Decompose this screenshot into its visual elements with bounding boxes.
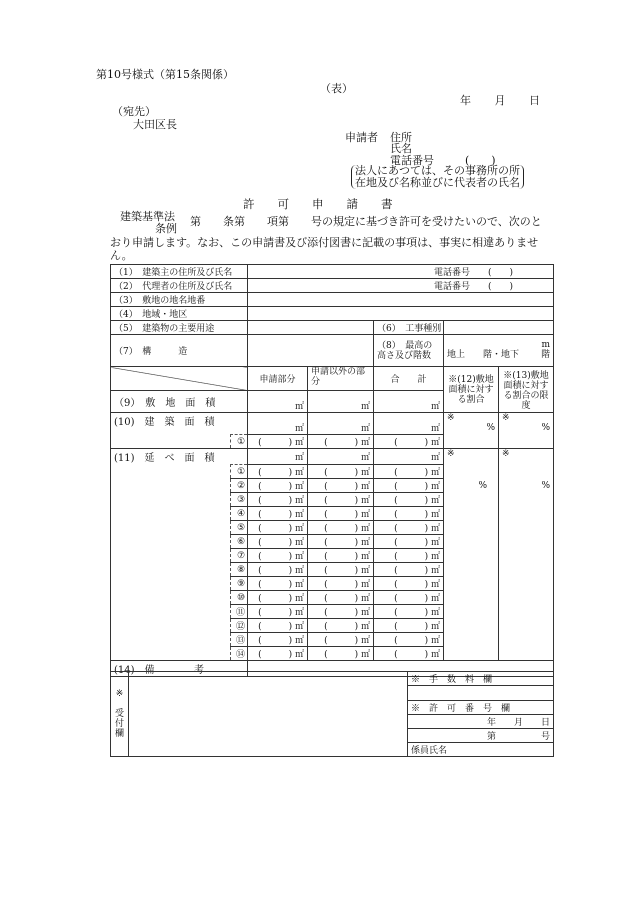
floor-area-sub-number: ⑥ [231, 535, 248, 549]
floor-area-sub-number: ② [231, 479, 248, 493]
floor-area-sub-applied[interactable]: ( ) ㎡ [248, 493, 308, 507]
floor-area-sub-total[interactable]: ( ) ㎡ [374, 535, 444, 549]
floor-area-sub-applied[interactable]: ( ) ㎡ [248, 647, 308, 661]
form-number: 第10号様式（第15条関係） [96, 68, 234, 81]
floor-area-sub-number: ⑤ [231, 521, 248, 535]
sub-blank-cell [111, 605, 231, 619]
sub-blank-cell [111, 465, 231, 479]
address-label: 住所 [390, 131, 412, 144]
body-line2: おり申請します。なお、この申請書及び添付図書に記載の事項は、事実に相違ありませ [110, 236, 539, 249]
permit-date[interactable]: 年 月 日 [408, 715, 554, 729]
permit-number-label: ※ 許 可 番 号 欄 [408, 701, 554, 715]
site-area-label: （9） 敷 地 面 積 [111, 391, 248, 413]
receipt-table [110, 671, 554, 757]
phone-parens: ( ) [465, 154, 496, 167]
floor-area-sub-applied[interactable]: ( ) ㎡ [248, 507, 308, 521]
floor-area-sub-total[interactable]: ( ) ㎡ [374, 633, 444, 647]
floor-area-sub-other[interactable]: ( ) ㎡ [308, 479, 374, 493]
sub-blank-cell [111, 507, 231, 521]
cell-text: % [478, 481, 488, 491]
zone-field[interactable] [248, 307, 554, 321]
sub-blank-cell [111, 521, 231, 535]
floor-area-sub-other[interactable]: ( ) ㎡ [308, 619, 374, 633]
agent-phone: 電話番号 ( ) [434, 282, 514, 292]
cell-text: ㎡ [295, 424, 305, 434]
day-label: 日 [529, 94, 540, 107]
floor-area-sub-other[interactable]: ( ) ㎡ [308, 563, 374, 577]
floor-area-sub-other[interactable]: ( ) ㎡ [308, 591, 374, 605]
floor-area-sub-number: ⑭ [231, 647, 248, 661]
site-area-other[interactable] [308, 391, 374, 413]
floor-area-sub-applied[interactable]: ( ) ㎡ [248, 521, 308, 535]
floor-area-ratio[interactable] [444, 449, 499, 661]
addressee: 大田区長 [133, 118, 177, 131]
height-floors-field[interactable] [444, 335, 554, 367]
floor-area-other[interactable] [308, 449, 374, 465]
building-area-applied[interactable] [248, 413, 308, 435]
floor-area-sub-other[interactable]: ( ) ㎡ [308, 465, 374, 479]
applicant-label: 申請者 [345, 131, 378, 144]
floor-area-sub-other[interactable]: ( ) ㎡ [308, 521, 374, 535]
floor-area-sub-applied[interactable]: ( ) ㎡ [248, 479, 308, 493]
sub-blank-cell [111, 563, 231, 577]
floors-unit: 階 [541, 350, 551, 360]
floor-area-sub-applied[interactable]: ( ) ㎡ [248, 535, 308, 549]
use-label: （5） 建築物の主要用途 [111, 321, 248, 335]
permit-number[interactable]: 第 号 [408, 729, 554, 743]
cell-text: (14) 備 [114, 665, 155, 676]
cell-text: ※ [502, 413, 510, 423]
floor-area-sub-applied[interactable]: ( ) ㎡ [248, 465, 308, 479]
col-total: 合 計 [374, 367, 444, 391]
cell-text: ※ [115, 689, 124, 699]
floor-area-sub-number: ⑦ [231, 549, 248, 563]
floor-area-label: (11) 延 べ 面 積 [111, 449, 248, 465]
floor-area-sub-total[interactable]: ( ) ㎡ [374, 521, 444, 535]
building-coverage-ratio[interactable] [444, 413, 499, 449]
sub-blank-cell [111, 619, 231, 633]
body-line1: 第 条第 項第 号の規定に基づき許可を受けたいので、次のと [190, 215, 542, 228]
floor-area-sub-applied[interactable]: ( ) ㎡ [248, 549, 308, 563]
work-type-label: （6） 工事種別 [374, 321, 444, 335]
floor-area-sub-other[interactable]: ( ) ㎡ [308, 633, 374, 647]
cell-text: ※ [447, 449, 455, 459]
sub-blank-cell [111, 535, 231, 549]
building-area-label: (10) 建 築 面 積 [111, 413, 248, 435]
cell-text: ㎡ [361, 402, 371, 412]
side-label: （表） [320, 82, 353, 95]
cell-text: ※ [502, 449, 510, 459]
floor-area-sub-applied[interactable]: ( ) ㎡ [248, 563, 308, 577]
building-area-total[interactable] [374, 413, 444, 435]
owner-label: （1） 建築主の住所及び氏名 [111, 265, 248, 279]
cell-text: ※ [447, 413, 455, 423]
floor-area-sub-total[interactable]: ( ) ㎡ [374, 493, 444, 507]
floor-area-sub-other[interactable]: ( ) ㎡ [308, 605, 374, 619]
floor-area-sub-total[interactable]: ( ) ㎡ [374, 507, 444, 521]
site-area-applied[interactable] [248, 391, 308, 413]
floor-area-sub-applied[interactable]: ( ) ㎡ [248, 591, 308, 605]
building-area-sub-other[interactable]: ( ) ㎡ [308, 435, 374, 449]
floor-area-sub-other[interactable]: ( ) ㎡ [308, 577, 374, 591]
cell-text: ㎡ [431, 424, 441, 434]
building-coverage-limit[interactable] [499, 413, 554, 449]
sub-blank-cell [111, 577, 231, 591]
floor-area-sub-total[interactable]: ( ) ㎡ [374, 647, 444, 661]
site-address-field[interactable] [248, 293, 554, 307]
fee-label: ※ 手 数 料 欄 [408, 672, 554, 686]
cell-text: ㎡ [431, 402, 441, 412]
floors-text: 地上 階・地下 [447, 350, 520, 360]
owner-field[interactable] [248, 265, 554, 279]
sub-blank-cell [111, 549, 231, 563]
cell-text: ㎡ [295, 453, 305, 463]
floor-area-limit[interactable] [499, 449, 554, 661]
floor-area-sub-total[interactable]: ( ) ㎡ [374, 479, 444, 493]
work-type-field[interactable] [444, 321, 554, 335]
col-other: 申請以外の部分 [308, 367, 374, 391]
name-label: 氏名 [390, 142, 412, 155]
floor-area-sub-applied[interactable]: ( ) ㎡ [248, 577, 308, 591]
cell-text: 受付欄 [115, 709, 125, 739]
floor-area-sub-number: ⑫ [231, 619, 248, 633]
structure-label: （7） 構 造 [111, 335, 248, 367]
addressee-label: （宛先） [112, 105, 156, 118]
cell-text: ㎡ [431, 453, 441, 463]
cell-text: ㎡ [361, 453, 371, 463]
diagonal-header-cell [111, 367, 248, 391]
floor-area-sub-applied[interactable]: ( ) ㎡ [248, 605, 308, 619]
floor-area-sub-total[interactable]: ( ) ㎡ [374, 465, 444, 479]
sub-blank-cell [111, 633, 231, 647]
agent-label: （2） 代理者の住所及び氏名 [111, 279, 248, 293]
site-address-label: （3） 敷地の地名地番 [111, 293, 248, 307]
sub-blank-cell [111, 493, 231, 507]
year-label: 年 [460, 94, 471, 107]
application-table [110, 264, 554, 677]
col-coverage-ratio: ※(12)敷地面積に対する割合 [444, 367, 499, 413]
zone-label: （4） 地域・地区 [111, 307, 248, 321]
law-label: 建築基準法 [120, 210, 175, 223]
cell-text: ㎡ [295, 402, 305, 412]
floor-area-sub-total[interactable]: ( ) ㎡ [374, 605, 444, 619]
floor-area-total[interactable] [374, 449, 444, 465]
floor-area-sub-applied[interactable]: ( ) ㎡ [248, 619, 308, 633]
building-area-sub-applied[interactable]: ( ) ㎡ [248, 435, 308, 449]
ordinance-label: 条例 [155, 222, 177, 235]
floor-area-sub-total[interactable]: ( ) ㎡ [374, 563, 444, 577]
building-area-other[interactable] [308, 413, 374, 435]
clerk-name-label: 係員氏名 [408, 743, 554, 757]
floor-area-sub-total[interactable]: ( ) ㎡ [374, 549, 444, 563]
date-line [460, 92, 540, 108]
floor-area-sub-number: ④ [231, 507, 248, 521]
floor-area-sub-number: ① [231, 465, 248, 479]
cell-text: ㎡ [361, 424, 371, 434]
col-applied: 申請部分 [248, 367, 308, 391]
use-field[interactable] [248, 321, 374, 335]
floor-area-sub-number: ③ [231, 493, 248, 507]
body-line3: ん。 [110, 249, 133, 262]
floor-area-sub-applied[interactable]: ( ) ㎡ [248, 633, 308, 647]
agent-field[interactable] [248, 279, 554, 293]
structure-field[interactable] [248, 335, 374, 367]
corporation-note-line1: 法人にあつては、その事務所の所 [355, 164, 520, 177]
receipt-area[interactable] [129, 672, 408, 757]
sub-blank-cell [111, 479, 231, 493]
corporation-note [351, 165, 524, 189]
floor-area-sub-total[interactable]: ( ) ㎡ [374, 619, 444, 633]
floor-area-applied[interactable] [248, 449, 308, 465]
floor-area-sub-other[interactable]: ( ) ㎡ [308, 493, 374, 507]
col-coverage-limit: ※(13)敷地面積に対する割合の限度 [499, 367, 554, 413]
cell-text: 考 [194, 665, 205, 676]
document-title: 許 可 申 請 書 [243, 197, 393, 211]
floor-area-sub-other[interactable]: ( ) ㎡ [308, 507, 374, 521]
floor-area-sub-other[interactable]: ( ) ㎡ [308, 647, 374, 661]
month-label: 月 [494, 94, 506, 107]
phone-label: 電話番号 [390, 154, 434, 167]
corporation-note-line2: 在地及び名称並びに代表者の氏名 [355, 176, 520, 189]
owner-phone: 電話番号 ( ) [434, 268, 514, 278]
floor-area-sub-total[interactable]: ( ) ㎡ [374, 577, 444, 591]
fee-field[interactable] [408, 686, 554, 701]
cell-text: % [486, 423, 496, 433]
cell-text: % [541, 423, 551, 433]
floor-area-sub-number: ⑬ [231, 633, 248, 647]
floor-area-sub-other[interactable]: ( ) ㎡ [308, 549, 374, 563]
height-floors-label: （8） 最高の高さ及び階数 [374, 335, 444, 367]
floor-area-sub-number: ⑨ [231, 577, 248, 591]
floor-area-sub-other[interactable]: ( ) ㎡ [308, 535, 374, 549]
floor-area-sub-total[interactable]: ( ) ㎡ [374, 591, 444, 605]
floor-area-sub-number: ⑧ [231, 563, 248, 577]
cell-text: % [541, 481, 551, 491]
site-area-total[interactable] [374, 391, 444, 413]
sub-blank-cell [111, 435, 231, 449]
building-area-sub-number: ① [231, 435, 248, 449]
sub-blank-cell [111, 647, 231, 661]
meter-unit: m [541, 340, 551, 350]
building-area-sub-total[interactable]: ( ) ㎡ [374, 435, 444, 449]
sub-blank-cell [111, 591, 231, 605]
floor-area-sub-number: ⑪ [231, 605, 248, 619]
receipt-label [111, 672, 129, 757]
floor-area-sub-number: ⑩ [231, 591, 248, 605]
